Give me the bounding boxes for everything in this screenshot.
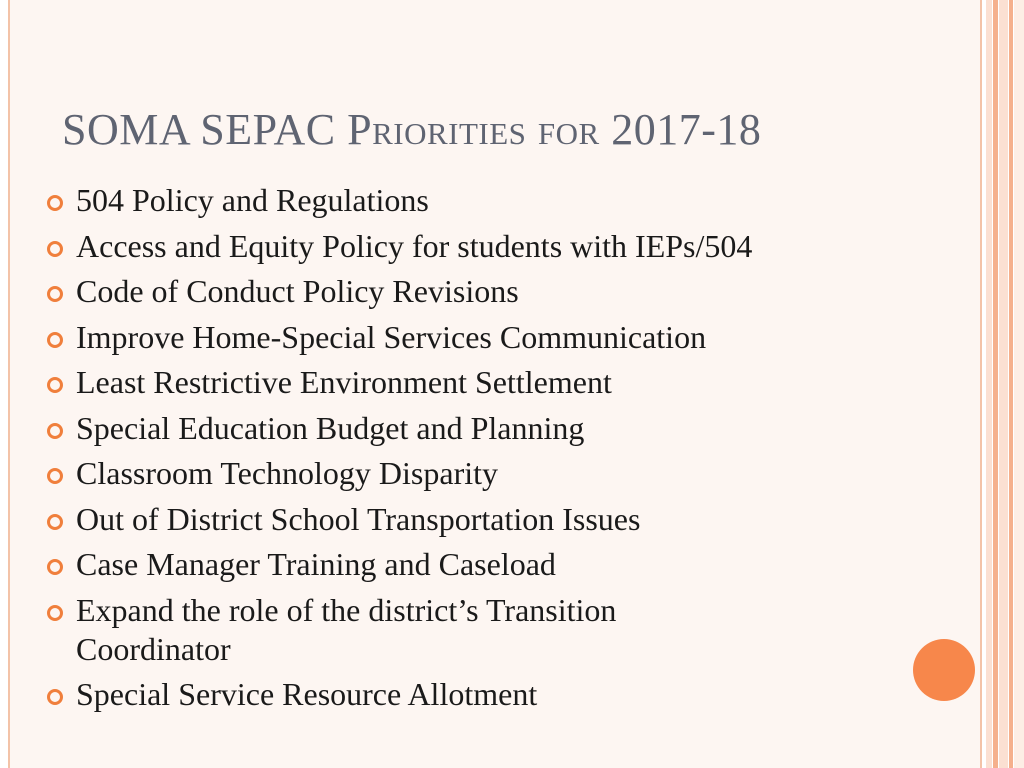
list-item-text: Code of Conduct Policy Revisions [76, 273, 519, 309]
hollow-circle-bullet-icon [47, 605, 63, 621]
list-item-text: Case Manager Training and Caseload [76, 546, 556, 582]
hollow-circle-bullet-icon [47, 195, 63, 211]
list-item [44, 409, 924, 448]
list-item [44, 500, 924, 539]
list-item-text: Classroom Technology Disparity [76, 455, 499, 491]
list-item-text: Improve Home-Special Services Communication [76, 318, 707, 355]
list-item [44, 181, 924, 220]
decorative-circle [913, 639, 975, 701]
hollow-circle-bullet-icon [47, 286, 63, 302]
list-item [44, 318, 924, 357]
list-item [44, 227, 924, 266]
list-item [44, 454, 924, 493]
list-item [44, 272, 924, 311]
decorative-stripe [993, 0, 998, 768]
list-item-text: Special Education Budget and Planning [76, 409, 585, 446]
hollow-circle-bullet-icon [47, 332, 63, 348]
list-item [44, 675, 924, 714]
slide-title: SOMA SEPAC Priorities for 2017-18 [62, 105, 762, 154]
hollow-circle-bullet-icon [47, 423, 63, 439]
list-item-text: Access and Equity Policy for students with IEPs/504 [76, 227, 753, 264]
hollow-circle-bullet-icon [47, 468, 63, 484]
list-item [44, 591, 776, 669]
list-item [44, 363, 924, 402]
hollow-circle-bullet-icon [47, 241, 63, 257]
hollow-circle-bullet-icon [47, 559, 63, 575]
list-item-text: 504 Policy and Regulations [76, 182, 429, 218]
list-item-text: Out of District School Transportation Issues [76, 500, 641, 537]
list-item-text: Expand the role of the district’s Transition Coordinator [76, 591, 617, 667]
decorative-stripe [1014, 0, 1024, 768]
hollow-circle-bullet-icon [47, 689, 63, 705]
list-item [44, 545, 924, 584]
hollow-circle-bullet-icon [47, 514, 63, 530]
list-item-text: Special Service Resource Allotment [76, 676, 538, 712]
hollow-circle-bullet-icon [47, 377, 63, 393]
list-item-text: Least Restrictive Environment Settlement [76, 364, 612, 400]
decorative-stripe [1009, 0, 1013, 768]
decorative-stripe [999, 0, 1008, 768]
decorative-stripe [986, 0, 992, 768]
priorities-list [44, 181, 924, 721]
